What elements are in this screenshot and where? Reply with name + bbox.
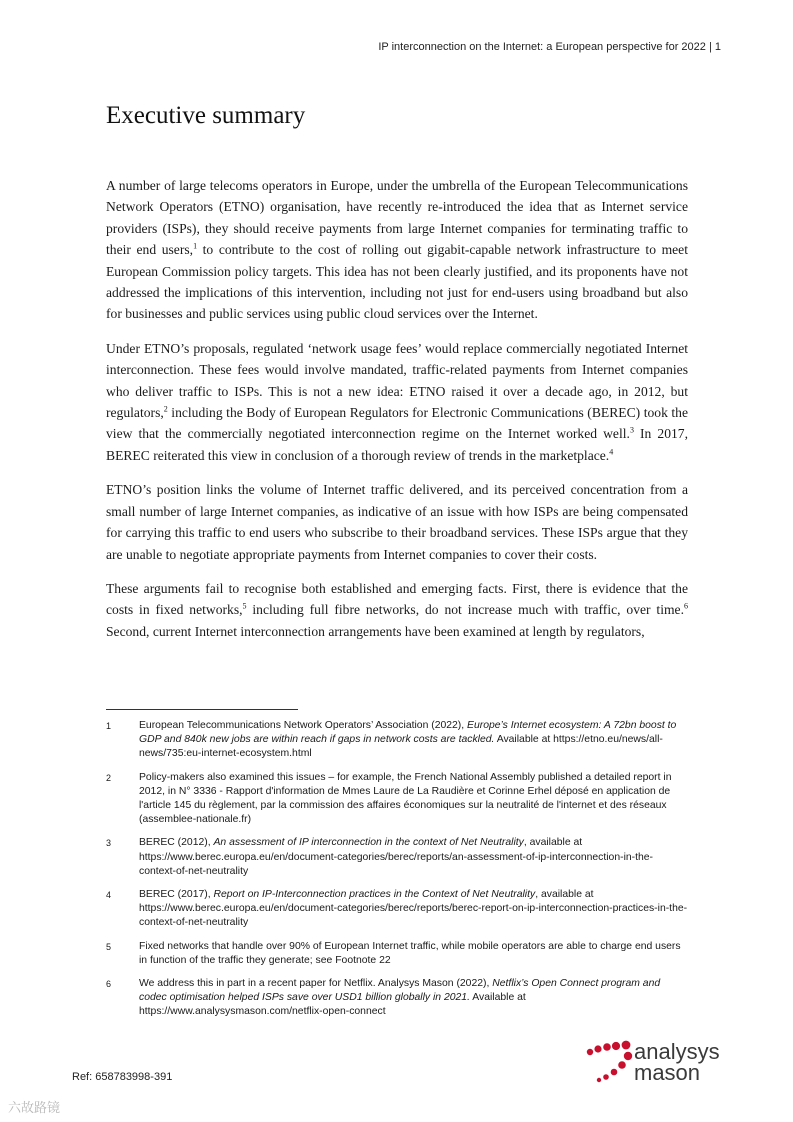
footnote-number: 2 [106,772,112,783]
footnote-text [139,977,688,1020]
footnote-text-part: , available at https://www.berec.europa.eu/en/document-categories/berec/reports/an-assessment-of-ip-interconnection-in-the-context-of-net-neutrality [139,837,654,877]
footnote-2 [106,771,688,828]
footnote-text-part: European Telecommunications Network Operators’ Association (2022), [139,720,468,731]
paragraph-1-text-b: to contribute to the cost of rolling out gigabit-capable network infrastructure to meet European Commission policy targets. This idea has not been clearly justified, and its proponents have not addressed the implications of this intervention, including not just for end-users using broadband but also for businesses and public services using public cloud services over the Internet. [106,242,688,322]
footnote-number: 4 [106,890,112,901]
logo-dots-icon [584,1038,636,1090]
paragraph-2-text-a: Under ETNO’s proposals, regulated ‘network usage fees’ would replace commercially negotiated Internet interconnection. These fees would involve mandated, traffic-related payments from Internet companies who deliver traffic to ISPs. This is not a new idea: ETNO raised it over a decade ago, in 2012, but regulators, [106,340,688,421]
logo-line-1: analysys [634,1039,720,1064]
footnote-text [139,836,688,879]
document-reference: Ref: 658783998-391 [72,1071,173,1083]
paragraph-3-text: ETNO’s position links the volume of Internet traffic delivered, and its perceived concentration from a small number of large Internet companies, as indicative of an issue with how ISPs are being compensated for carrying this traffic to end users who subscribe to their broadband services. These ISPs argue that they are unable to negotiate appropriate payments from Internet companies to cover their costs. [106,482,688,562]
paragraph-1-text-a: A number of large telecoms operators in Europe, under the umbrella of the European Telecommunications Network Operators (ETNO) organisation, have recently re-introduced the idea that as Internet service providers (ISPs), they should receive payments from large Internet companies for terminating traffic to their end users, [106,178,688,258]
logo-wordmark [634,1041,720,1083]
body-text [106,175,688,655]
footnote-ref-1: 1 [193,241,198,251]
footnote-ref-6: 6 [684,601,688,611]
paragraph-2 [106,338,688,466]
footnote-text-part: BEREC (2017), [139,889,214,901]
footnote-title: Europe’s Internet ecosystem: A 72bn boost to GDP and 840k new jobs are within reach if gaps in network costs are tackled. [139,720,677,746]
footnote-divider [106,709,298,710]
footnote-3 [106,836,688,879]
watermark: 六故路镜 [8,1100,61,1115]
paragraph-4-text-b: including full fibre networks, do not increase much with traffic, over time. [246,602,684,618]
footnote-1 [106,719,688,762]
footnote-ref-4: 4 [609,447,614,457]
footnote-text-part: We address this in part in a recent paper for Netflix. Analysys Mason (2022), [139,978,493,990]
footnote-text-part: Available at https://www.analysysmason.com/netflix-open-connect [139,992,526,1018]
footnote-6 [106,977,688,1020]
footnote-ref-3: 3 [629,425,634,435]
paragraph-4 [106,578,688,642]
footnote-text-part: Policy-makers also examined this issues – for example, the French National Assembly published a detailed report in 2012, in N° 3336 - Rapport d'information de Mmes Laure de La Raudière et Corinne Erhel déposé en application de l'article 145 du règlement, par la commission des affaires économiques sur la neutralité de l'internet et des réseaux (assemblee-nationale.fr) [139,771,672,826]
footnote-number: 5 [106,941,112,952]
footnote-4 [106,888,688,931]
footnote-ref-2: 2 [163,404,168,414]
footnote-5 [106,940,688,968]
footnote-text [139,940,688,968]
logo-line-2: mason [634,1060,701,1085]
paragraph-4-text-a: These arguments fail to recognise both established and emerging facts. First, there is evidence that the costs in fixed networks, [106,580,688,618]
footnote-text-part: BEREC (2012), [139,837,214,849]
footnote-text-part: Available at https://etno.eu/news/all-news/735:eu-internet-ecosystem.html [139,734,663,760]
footnote-text [139,719,688,762]
paragraph-2-text-c: In 2017, BEREC reiterated this view in conclusion of a thorough review of trends in the marketplace. [106,426,688,463]
analysys-mason-logo [584,1038,734,1090]
footnote-text [139,888,688,931]
footnote-title: Report on IP-Interconnection practices in the Context of Net Neutrality [213,889,536,901]
footnote-text-part: Fixed networks that handle over 90% of European Internet traffic, while mobile operators are able to charge end users in function of the traffic they generate; see Footnote 22 [139,940,681,966]
paragraph-4-text-c: Second, current Internet interconnection arrangements have been examined at length by regulators, [106,623,645,639]
footnote-ref-5: 5 [242,601,247,611]
footnote-title: Netflix’s Open Connect program and codec optimisation helped ISPs save over USD1 billion globally in 2021. [139,978,661,1004]
footnote-title: An assessment of IP interconnection in the context of Net Neutrality [213,837,524,849]
footnotes [106,719,688,1029]
paragraph-1 [106,175,688,325]
paragraph-2-text-b: including the Body of European Regulators for Electronic Communications (BEREC) took the view that the commercially negotiated interconnection regime on the Internet worked well. [106,405,688,442]
paragraph-3 [106,479,688,565]
page-title: Executive summary [106,102,306,129]
footnote-text-part: , available at https://www.berec.europa.eu/en/document-categories/berec/reports/berec-report-on-ip-interconnection-practices-in-the-context-of-net-neutrality [139,889,688,929]
running-header: IP interconnection on the Internet: a European perspective for 2022 | 1 [378,41,721,53]
footnote-number: 3 [106,838,112,849]
footnote-number: 6 [106,979,112,990]
footnote-number: 1 [106,721,112,731]
footnote-text [139,771,688,828]
